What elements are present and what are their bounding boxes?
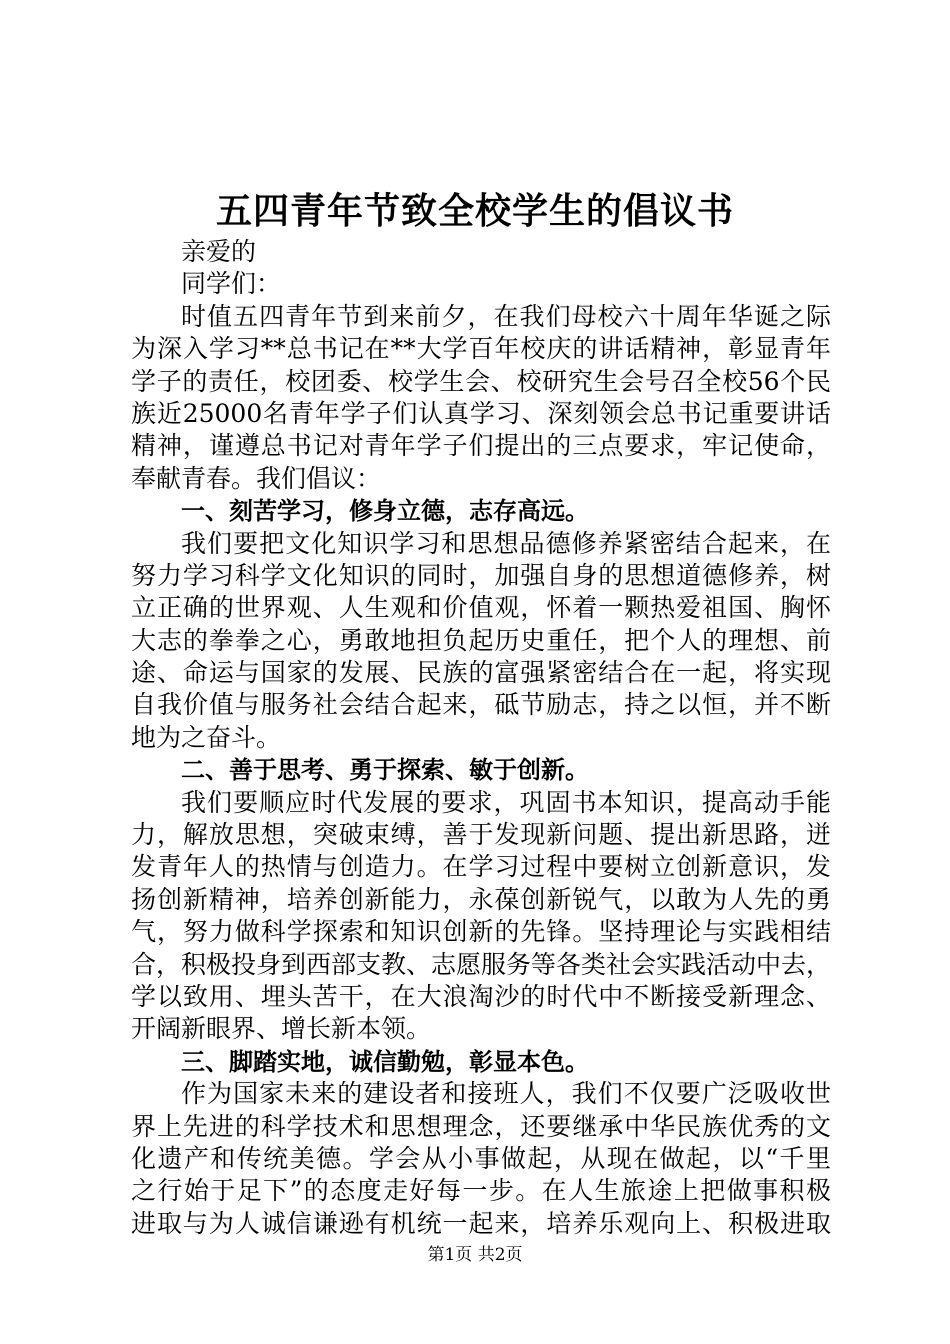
salutation-line: 亲爱的 bbox=[181, 237, 257, 266]
paragraph-line: 之行始于足下”的态度走好每一步。在人生旅途上把做事积极 bbox=[131, 1176, 831, 1206]
intro-line: 精神，谨遵总书记对青年学子们提出的三点要求，牢记使命， bbox=[131, 431, 831, 461]
paragraph-line: 化遗产和传统美德。学会从小事做起，从现在做起，以“千里 bbox=[131, 1143, 831, 1173]
section-heading: 二、善于思考、勇于探索、敏于创新。 bbox=[181, 756, 589, 785]
paragraph-line: 自我价值与服务社会结合起来，砥节励志，持之以恒，并不断 bbox=[131, 690, 831, 720]
paragraph-line: 我们要把文化知识学习和思想品德修养紧密结合起来，在 bbox=[181, 528, 831, 558]
paragraph-line: 力，解放思想，突破束缚，善于发现新问题、提出新思路，迸 bbox=[131, 820, 831, 850]
paragraph-line: 界上先进的科学技术和思想理念，还要继承中华民族优秀的文 bbox=[131, 1111, 831, 1141]
paragraph-line: 立正确的世界观、人生观和价值观，怀着一颗热爱祖国、胸怀 bbox=[131, 593, 831, 623]
intro-line: 学子的责任，校团委、校学生会、校研究生会号召全校56个民 bbox=[131, 366, 831, 396]
salutation-line: 同学们： bbox=[181, 269, 282, 299]
paragraph-line: 发青年人的热情与创造力。在学习过程中要树立创新意识，发 bbox=[131, 852, 831, 882]
paragraph-line: 大志的拳拳之心，勇敢地担负起历史重任，把个人的理想、前 bbox=[131, 625, 831, 655]
paragraph-line: 作为国家未来的建设者和接班人，我们不仅要广泛吸收世 bbox=[181, 1079, 831, 1109]
intro-line: 时值五四青年节到来前夕，在我们母校六十周年华诞之际 bbox=[181, 301, 831, 331]
paragraph-line: 开阔新眼界、增长新本领。 bbox=[131, 1014, 432, 1044]
paragraph-line: 扬创新精神，培养创新能力，永葆创新锐气，以敢为人先的勇 bbox=[131, 884, 831, 914]
paragraph-line: 我们要顺应时代发展的要求，巩固书本知识，提高动手能 bbox=[181, 787, 831, 817]
page-footer: 第1页 共2页 bbox=[427, 1245, 523, 1265]
paragraph-line: 努力学习科学文化知识的同时，加强自身的思想道德修养，树 bbox=[131, 560, 831, 590]
document-title: 五四青年节致全校学生的倡议书 bbox=[215, 190, 734, 232]
paragraph-line: 合，积极投身到西部支教、志愿服务等各类社会实践活动中去， bbox=[131, 949, 832, 979]
paragraph-line: 进取与为人诚信谦逊有机统一起来，培养乐观向上、积极进取 bbox=[131, 1208, 831, 1238]
document-body bbox=[131, 236, 831, 1240]
paragraph-line: 途、命运与国家的发展、民族的富强紧密结合在一起，将实现 bbox=[131, 658, 831, 688]
section-heading: 一、刻苦学习，修身立德，志存高远。 bbox=[181, 497, 589, 526]
paragraph-line: 气，努力做科学探索和知识创新的先锋。坚持理论与实践相结 bbox=[131, 917, 831, 947]
intro-line: 族近25000名青年学子们认真学习、深刻领会总书记重要讲话 bbox=[131, 398, 831, 428]
intro-line: 为深入学习**总书记在**大学百年校庆的讲话精神，彰显青年 bbox=[131, 334, 831, 364]
intro-line: 奉献青春。我们倡议： bbox=[131, 463, 382, 493]
paragraph-line: 地为之奋斗。 bbox=[131, 722, 282, 752]
paragraph-line: 学以致用、埋头苦干，在大浪淘沙的时代中不断接受新理念、 bbox=[131, 981, 831, 1011]
section-heading: 三、脚踏实地，诚信勤勉，彰显本色。 bbox=[181, 1047, 589, 1076]
